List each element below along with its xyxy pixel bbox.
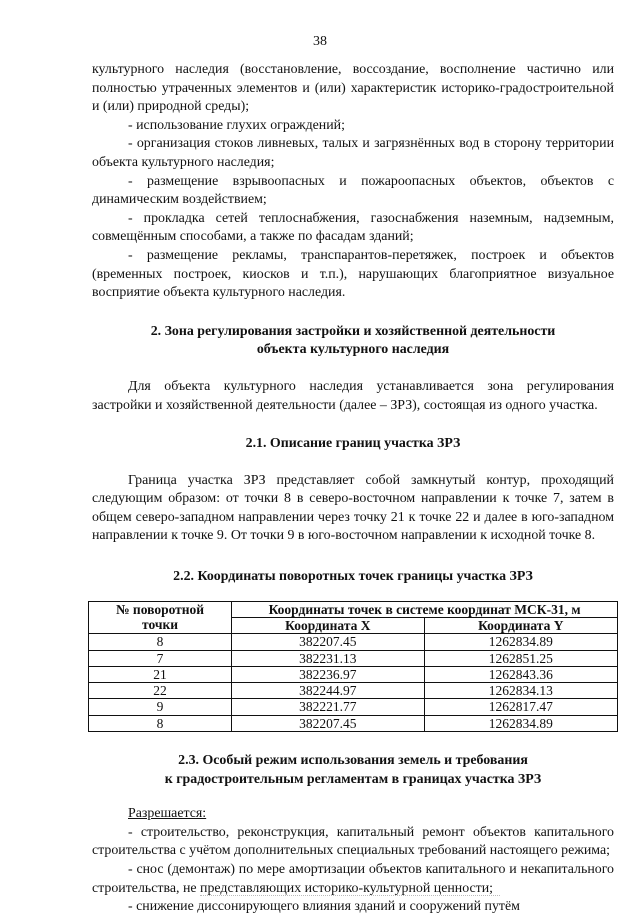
list-item: - организация стоков ливневых, талых и загрязнённых вод в сторону территории объекта культурного наследия; <box>92 136 614 170</box>
header-point-line1: № поворотной <box>115 602 205 618</box>
cell-x: 382207.45 <box>232 634 424 650</box>
allowed-label-paragraph <box>92 805 614 824</box>
table-header-row <box>89 601 618 617</box>
section-2-3-title-line2: к градостроительным регламентам в границах участка ЗРЗ <box>164 771 542 787</box>
section-2-1-heading: 2.1. Описание границ участка ЗРЗ <box>245 436 461 452</box>
list-item: - снос (демонтаж) по мере амортизации объектов капитального и некапитального строительства, не представляющих историко-культурной ценности; <box>92 862 614 896</box>
coordinates-table <box>88 601 618 732</box>
cell-x: 382244.97 <box>232 683 424 699</box>
section-2-1-paragraph: Граница участка ЗРЗ представляет собой замкнутый контур, проходящий следующим образом: от точки 8 в северо-восточном направлении к точке 7, затем в общем северо-западном направлении через точку 21 к точке 22 и далее в юго-западном направлении к точке 9. От точки 9 в юго-восточном направлении к исходной точке 8. <box>92 472 614 544</box>
header-coords: Координаты точек в системе координат МСК-31, м <box>232 601 618 617</box>
list-item: - снижение диссонирующего влияния зданий и сооружений путём <box>128 899 520 915</box>
document-body <box>92 61 614 917</box>
cell-x: 382236.97 <box>232 666 424 682</box>
section-2-heading <box>92 323 614 360</box>
intro-paragraph: культурного наследия (восстановление, воссоздание, восполнение частично или полностью утраченных элементов и (или) характеристик историко-градостроительной и (или) природной среды); <box>92 62 614 115</box>
list-item: - использование глухих ограждений; <box>128 117 345 133</box>
table-row <box>89 634 618 650</box>
cell-y: 1262817.47 <box>424 699 617 715</box>
cell-x: 382221.77 <box>232 699 424 715</box>
cell-point: 22 <box>89 683 232 699</box>
section-2-3-title-line1: 2.3. Особый режим использования земель и требования <box>178 753 528 769</box>
header-y: Координата Y <box>424 617 617 633</box>
header-point-line2: точки <box>142 617 179 633</box>
table-row <box>89 666 618 682</box>
header-x: Координата X <box>232 617 424 633</box>
cell-point: 8 <box>89 715 232 731</box>
cell-x: 382207.45 <box>232 715 424 731</box>
allowed-label: Разрешается: <box>128 806 207 822</box>
table-row <box>89 683 618 699</box>
cell-point: 8 <box>89 634 232 650</box>
list-item: - размещение рекламы, транспарантов-перетяжек, построек и объектов (временных построек, киосков и т.п.), нарушающих благоприятное визуальное восприятие объекта культурного наследия. <box>92 247 614 301</box>
table-row <box>89 699 618 715</box>
list-item: - строительство, реконструкция, капитальный ремонт объектов капитального строительства с учётом дополнительных специальных требований настоящего режима; <box>92 824 614 859</box>
section-2-title-line2: объекта культурного наследия <box>256 342 450 358</box>
cell-y: 1262843.36 <box>424 666 617 682</box>
section-2-title-line1: 2. Зона регулирования застройки и хозяйственной деятельности <box>150 323 556 339</box>
cell-y: 1262834.89 <box>424 634 617 650</box>
table-row <box>89 715 618 731</box>
cell-y: 1262834.89 <box>424 715 617 731</box>
section-2-3-heading <box>92 752 614 789</box>
header-point <box>89 601 232 634</box>
cell-point: 9 <box>89 699 232 715</box>
cell-point: 21 <box>89 666 232 682</box>
scan-artifact <box>200 895 500 899</box>
page-number: 38 <box>313 34 327 49</box>
table-row <box>89 650 618 666</box>
cell-y: 1262834.13 <box>424 683 617 699</box>
section-2-paragraph: Для объекта культурного наследия устанавливается зона регулирования застройки и хозяйственной деятельности (далее – ЗРЗ), состоящая из одного участка. <box>92 378 614 413</box>
cell-y: 1262851.25 <box>424 650 617 666</box>
list-item: - прокладка сетей теплоснабжения, газоснабжения наземным, надземным, совмещённым способами, а также по фасадам зданий; <box>92 210 614 245</box>
cell-point: 7 <box>89 650 232 666</box>
cell-x: 382231.13 <box>232 650 424 666</box>
section-2-2-heading: 2.2. Координаты поворотных точек границы участка ЗРЗ <box>173 569 533 585</box>
list-item: - размещение взрывоопасных и пожароопасных объектов, объектов с динамическим воздействием; <box>92 173 614 208</box>
